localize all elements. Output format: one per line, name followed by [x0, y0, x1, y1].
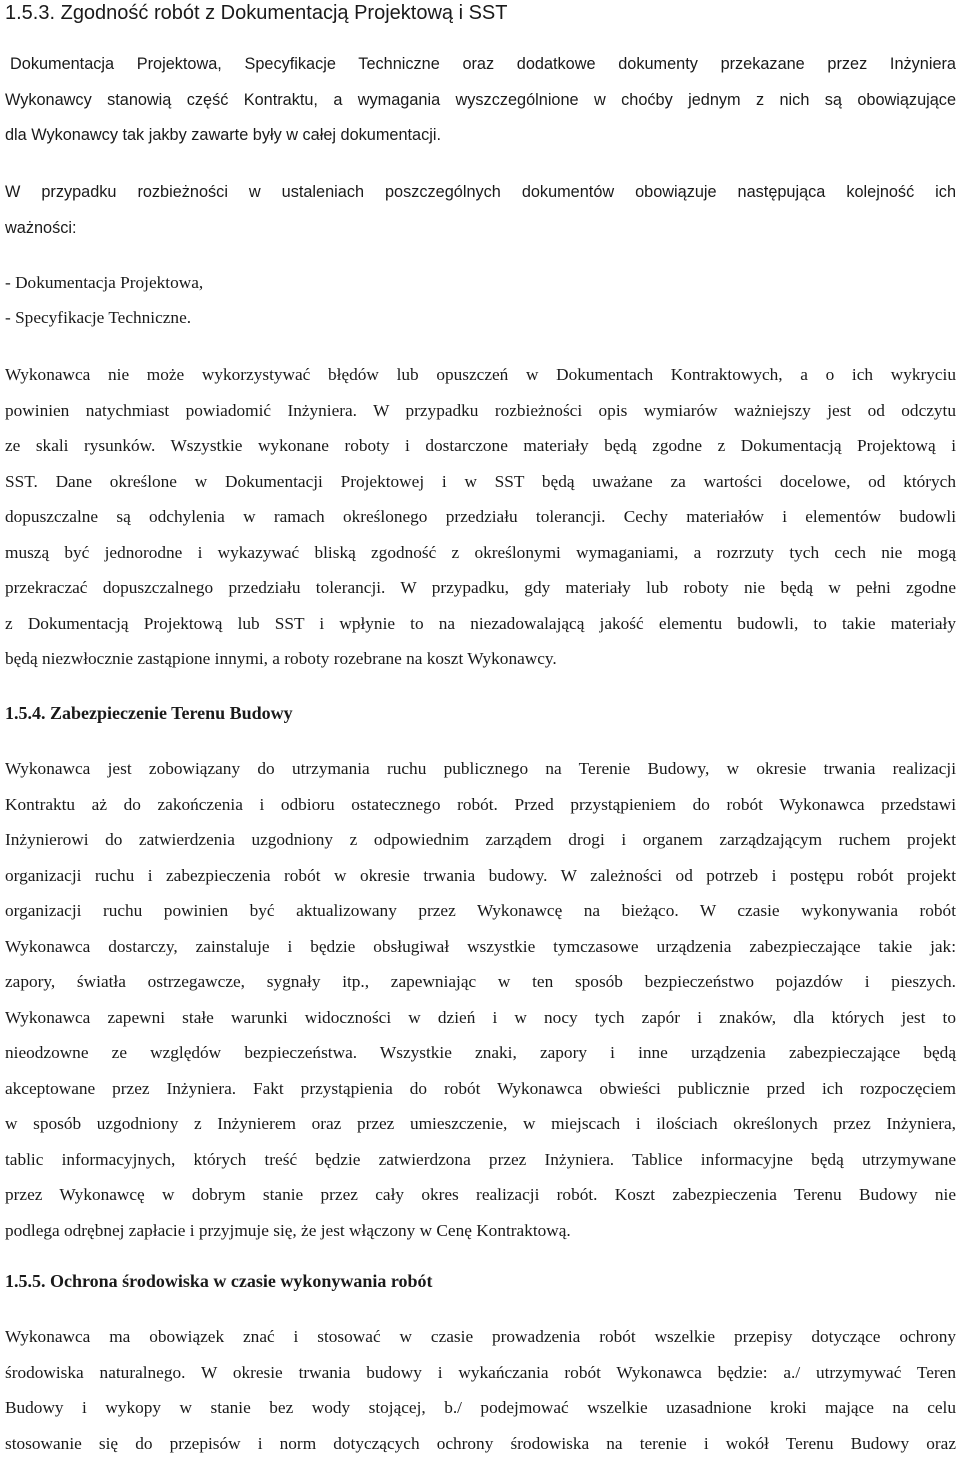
paragraph-line: Wykonawca zapewni stałe warunki widoczności w dzień i w nocy tych zapór i znaków, dla których jest to [5, 1000, 956, 1036]
list-item: - Dokumentacja Projektowa, [5, 273, 203, 293]
paragraph-line: muszą być jednorodne i wykazywać bliską zgodność z określonymi wymaganiami, a rozrzuty tych cech nie mogą [5, 535, 956, 571]
paragraph-line: przez Wykonawcę w dobrym stanie przez cały okres realizacji robót. Koszt zabezpieczenia Terenu Budowy nie [5, 1177, 956, 1213]
paragraph-line: w sposób uzgodniony z Inżynierem oraz przez umieszczenie, w miejscach i ilościach określonych przez Inżyniera, [5, 1106, 956, 1142]
paragraph-line: Budowy i wykopy w stanie bez wody stojącej, b./ podejmować wszelkie uzasadnione kroki mające na celu [5, 1390, 956, 1426]
paragraph-line: tablic informacyjnych, których treść będzie zatwierdzona przez Inżyniera. Tablice informacyjne będą utrzymywane [5, 1142, 956, 1178]
paragraph-line: z Dokumentacją Projektową lub SST i wpłynie to na niezadowalającą jakość elementu budowli, to takie materiały [5, 606, 956, 642]
paragraph-line: Wykonawcy stanowią część Kontraktu, a wymagania wyszczególnione w choćby jednym z nich są obowiązujące [5, 83, 956, 119]
paragraph-scope-documents [5, 47, 956, 154]
section-heading-1-5-5: 1.5.5. Ochrona środowiska w czasie wykonywania robót [5, 1269, 433, 1293]
paragraph-precedence [5, 175, 956, 246]
paragraph-site-security [5, 751, 956, 1248]
paragraph-line: dla Wykonawcy tak jakby zawarte były w całej dokumentacji. [5, 118, 956, 154]
paragraph-line: ważności: [5, 211, 956, 247]
list-item: - Specyfikacje Techniczne. [5, 308, 191, 328]
paragraph-line: Inżynierowi do zatwierdzenia uzgodniony z odpowiednim zarządem drogi i organem zarządzającym ruchem projekt [5, 822, 956, 858]
paragraph-line: SST. Dane określone w Dokumentacji Projektowej i w SST będą uważane za wartości docelowe, od których [5, 464, 956, 500]
paragraph-line: stosowanie się do przepisów i norm dotyczących ochrony środowiska na terenie i wokół Terenu Budowy oraz [5, 1426, 956, 1461]
section-heading-1-5-4: 1.5.4. Zabezpieczenie Terenu Budowy [5, 701, 293, 725]
section-heading-1-5-3: 1.5.3. Zgodność robót z Dokumentacją Projektową i SST [5, 0, 507, 26]
paragraph-line: zapory, światła ostrzegawcze, sygnały itp., zapewniając w ten sposób bezpieczeństwo pojazdów i pieszych. [5, 964, 956, 1000]
paragraph-environment [5, 1319, 956, 1461]
paragraph-line: będą niezwłocznie zastąpione innymi, a roboty rozebrane na koszt Wykonawcy. [5, 641, 956, 677]
paragraph-line: W przypadku rozbieżności w ustaleniach poszczególnych dokumentów obowiązuje następująca kolejność ich [5, 175, 956, 211]
paragraph-line: powinien natychmiast powiadomić Inżyniera. W przypadku rozbieżności opis wymiarów ważniejszy jest od odczytu [5, 393, 956, 429]
paragraph-line: Wykonawca dostarczy, zainstaluje i będzie obsługiwał wszystkie tymczasowe urządzenia zabezpieczające takie jak: [5, 929, 956, 965]
paragraph-line: Kontraktu aż do zakończenia i odbioru ostatecznego robót. Przed przystąpieniem do robót Wykonawca przedstawi [5, 787, 956, 823]
paragraph-line: Wykonawca jest zobowiązany do utrzymania ruchu publicznego na Terenie Budowy, w okresie trwania realizacji [5, 751, 956, 787]
paragraph-line: podlega odrębnej zapłacie i przyjmuje się, że jest włączony w Cenę Kontraktową. [5, 1213, 956, 1249]
paragraph-line: organizacji ruchu powinien być aktualizowany przez Wykonawcę na bieżąco. W czasie wykonywania robót [5, 893, 956, 929]
paragraph-line: akceptowane przez Inżyniera. Fakt przystąpienia do robót Wykonawca obwieści publicznie przed ich rozpoczęciem [5, 1071, 956, 1107]
paragraph-line: dopuszczalne są odchylenia w ramach określonego przedziału tolerancji. Cechy materiałów i elementów budowli [5, 499, 956, 535]
paragraph-line: przekraczać dopuszczalnego przedziału tolerancji. W przypadku, gdy materiały lub roboty nie będą w pełni zgodne [5, 570, 956, 606]
paragraph-line: środowiska naturalnego. W okresie trwania budowy i wykańczania robót Wykonawca będzie: a./ utrzymywać Teren [5, 1355, 956, 1391]
paragraph-line: Wykonawca ma obowiązek znać i stosować w czasie prowadzenia robót wszelkie przepisy dotyczące ochrony [5, 1319, 956, 1355]
paragraph-line: organizacji ruchu i zabezpieczenia robót w okresie trwania budowy. W zależności od potrzeb i postępu robót projekt [5, 858, 956, 894]
paragraph-compliance [5, 357, 956, 677]
paragraph-line: nieodzowne ze względów bezpieczeństwa. Wszystkie znaki, zapory i inne urządzenia zabezpieczające będą [5, 1035, 956, 1071]
paragraph-line: Dokumentacja Projektowa, Specyfikacje Techniczne oraz dodatkowe dokumenty przekazane przez Inżyniera [5, 47, 956, 83]
paragraph-line: ze skali rysunków. Wszystkie wykonane roboty i dostarczone materiały będą zgodne z Dokumentacją Projektową i [5, 428, 956, 464]
paragraph-line: Wykonawca nie może wykorzystywać błędów lub opuszczeń w Dokumentach Kontraktowych, a o ich wykryciu [5, 357, 956, 393]
